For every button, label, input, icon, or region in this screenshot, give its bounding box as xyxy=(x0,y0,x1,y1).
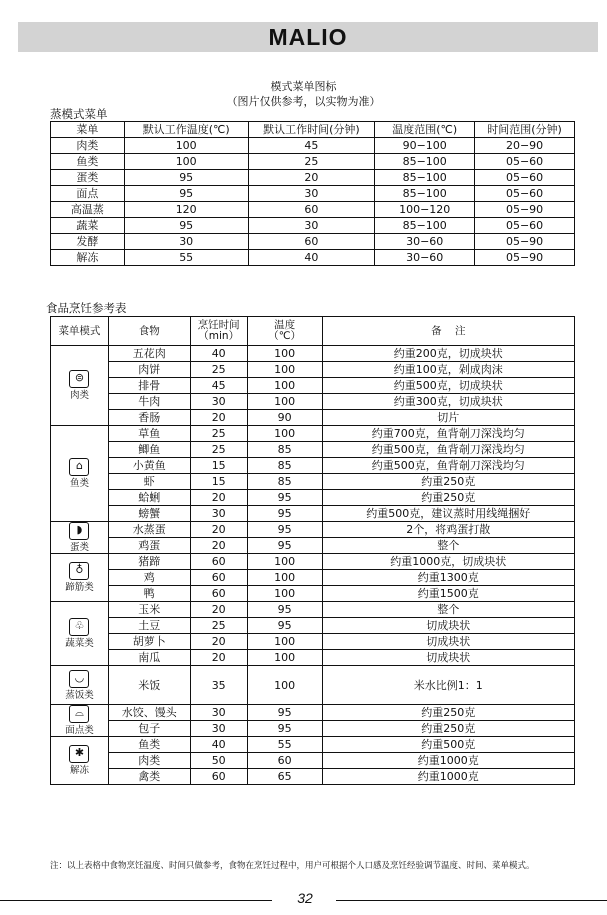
table-row xyxy=(51,218,575,234)
cook-cell: 切成块状 xyxy=(322,618,574,634)
table-row xyxy=(51,250,575,266)
steam-header-cell: 默认工作温度(℃) xyxy=(124,122,248,138)
cook-cell: 100 xyxy=(247,650,322,666)
table-row xyxy=(51,378,575,394)
table-row xyxy=(51,634,575,650)
cook-cell: 整个 xyxy=(322,538,574,554)
header-time: 烹饪时间 （min） xyxy=(190,317,247,346)
table-row xyxy=(51,554,575,570)
cook-cell: 60 xyxy=(247,753,322,769)
cook-cell: 包子 xyxy=(108,721,190,737)
thaw-icon: ✱ xyxy=(69,745,89,763)
fish-icon: ⌂ xyxy=(69,458,89,476)
cook-cell: 约重500克，建议蒸时用线绳捆好 xyxy=(322,506,574,522)
cook-cell: 约重300克，切成块状 xyxy=(322,394,574,410)
cook-cell: 95 xyxy=(247,490,322,506)
steam-header-cell: 默认工作时间(分钟) xyxy=(248,122,375,138)
steam-cell: 85−100 xyxy=(375,170,475,186)
brand-logo: MALIO xyxy=(268,24,348,50)
cook-cell: 100 xyxy=(247,586,322,602)
cook-cell: 100 xyxy=(247,666,322,705)
steam-cell: 95 xyxy=(124,186,248,202)
cook-cell: 香肠 xyxy=(108,410,190,426)
page-title: 模式菜单图标 xyxy=(270,80,337,93)
cook-cell: 85 xyxy=(247,442,322,458)
header-food: 食物 xyxy=(108,317,190,346)
table-row xyxy=(51,170,575,186)
cook-cell: 小黄鱼 xyxy=(108,458,190,474)
cook-cell: 100 xyxy=(247,426,322,442)
cook-cell: 95 xyxy=(247,602,322,618)
cook-cell: 30 xyxy=(190,705,247,721)
cook-cell: 玉米 xyxy=(108,602,190,618)
cook-cell: 50 xyxy=(190,753,247,769)
table-row xyxy=(51,705,575,721)
cook-cell: 约重250克 xyxy=(322,705,574,721)
steam-cell: 95 xyxy=(124,170,248,186)
steam-cell: 05−60 xyxy=(475,186,575,202)
steam-cell: 发酵 xyxy=(51,234,125,250)
poultry-icon: ♁ xyxy=(69,562,89,580)
table-header-row xyxy=(51,122,575,138)
cook-section-title: 食品烹饪参考表 xyxy=(46,301,127,315)
steam-cell: 05−90 xyxy=(475,202,575,218)
header-mode: 菜单模式 xyxy=(51,317,109,346)
cook-cell: 30 xyxy=(190,394,247,410)
cook-cell: 20 xyxy=(190,602,247,618)
cook-cell: 鱼类 xyxy=(108,737,190,753)
steam-cell: 95 xyxy=(124,218,248,234)
table-row xyxy=(51,650,575,666)
cook-cell: 螃蟹 xyxy=(108,506,190,522)
table-row xyxy=(51,506,575,522)
cook-cell: 60 xyxy=(190,586,247,602)
cook-cell: 草鱼 xyxy=(108,426,190,442)
cook-cell: 南瓜 xyxy=(108,650,190,666)
cook-cell: 约重700克，鱼背剞刀深浅均匀 xyxy=(322,426,574,442)
table-row xyxy=(51,346,575,362)
cook-cell: 鸭 xyxy=(108,586,190,602)
cook-cell: 胡萝卜 xyxy=(108,634,190,650)
steam-cell: 30−60 xyxy=(375,250,475,266)
cook-cell: 95 xyxy=(247,506,322,522)
category-label: 面点类 xyxy=(65,725,94,736)
cook-cell: 肉饼 xyxy=(108,362,190,378)
header-bar xyxy=(18,22,598,52)
cook-cell: 猪蹄 xyxy=(108,554,190,570)
table-header-row xyxy=(51,317,575,346)
cook-cell: 整个 xyxy=(322,602,574,618)
cook-cell: 约重250克 xyxy=(322,490,574,506)
steam-cell: 30 xyxy=(248,218,375,234)
header-note: 备 注 xyxy=(322,317,574,346)
cook-cell: 20 xyxy=(190,522,247,538)
steam-cell: 解冻 xyxy=(51,250,125,266)
cook-cell: 米饭 xyxy=(108,666,190,705)
cook-cell: 60 xyxy=(190,769,247,785)
steam-cell: 100 xyxy=(124,154,248,170)
cook-cell: 约重500克，鱼背剞刀深浅均匀 xyxy=(322,442,574,458)
cook-cell: 切成块状 xyxy=(322,634,574,650)
steam-cell: 面点 xyxy=(51,186,125,202)
category-cell xyxy=(51,602,109,666)
steam-cell: 30 xyxy=(248,186,375,202)
cook-cell: 约重200克，切成块状 xyxy=(322,346,574,362)
cook-cell: 65 xyxy=(247,769,322,785)
category-cell xyxy=(51,666,109,705)
steam-header-cell: 时间范围(分钟) xyxy=(475,122,575,138)
steam-section-title: 蒸模式菜单 xyxy=(50,107,108,121)
steam-header-cell: 温度范围(℃) xyxy=(375,122,475,138)
cook-cell: 约重250克 xyxy=(322,721,574,737)
cook-cell: 20 xyxy=(190,490,247,506)
footer-rule-right xyxy=(336,900,607,901)
cook-cell: 2个，将鸡蛋打散 xyxy=(322,522,574,538)
bun-icon: ⌓ xyxy=(69,705,89,723)
table-row xyxy=(51,721,575,737)
cook-cell: 25 xyxy=(190,426,247,442)
cook-cell: 蛤蜊 xyxy=(108,490,190,506)
page-subtitle: （图片仅供参考，以实物为准） xyxy=(226,95,381,108)
cook-cell: 米水比例1：1 xyxy=(322,666,574,705)
steam-cell: 05−60 xyxy=(475,154,575,170)
cook-cell: 切成块状 xyxy=(322,650,574,666)
table-row xyxy=(51,394,575,410)
steam-cell: 85−100 xyxy=(375,218,475,234)
cook-cell: 95 xyxy=(247,721,322,737)
steam-cell: 55 xyxy=(124,250,248,266)
steam-cell: 蛋类 xyxy=(51,170,125,186)
cook-cell: 100 xyxy=(247,570,322,586)
steam-cell: 05−90 xyxy=(475,234,575,250)
cook-cell: 20 xyxy=(190,410,247,426)
cook-cell: 100 xyxy=(247,346,322,362)
cook-cell: 85 xyxy=(247,474,322,490)
cook-cell: 约重250克 xyxy=(322,474,574,490)
steam-cell: 90−100 xyxy=(375,138,475,154)
steam-cell: 20−90 xyxy=(475,138,575,154)
category-label: 蛋类 xyxy=(69,542,89,553)
cook-cell: 30 xyxy=(190,506,247,522)
category-label: 鱼类 xyxy=(69,478,89,489)
egg-icon: ◗ xyxy=(69,522,89,540)
cook-cell: 禽类 xyxy=(108,769,190,785)
category-cell xyxy=(51,522,109,554)
table-row xyxy=(51,586,575,602)
steam-cell: 120 xyxy=(124,202,248,218)
steam-cell: 20 xyxy=(248,170,375,186)
cook-cell: 切片 xyxy=(322,410,574,426)
cook-cell: 60 xyxy=(190,554,247,570)
cook-cell: 90 xyxy=(247,410,322,426)
steam-cell: 30 xyxy=(124,234,248,250)
table-row xyxy=(51,426,575,442)
steam-cell: 30−60 xyxy=(375,234,475,250)
cook-cell: 85 xyxy=(247,458,322,474)
meat-icon: ⊜ xyxy=(69,370,89,388)
cook-cell: 45 xyxy=(190,378,247,394)
steam-cell: 60 xyxy=(248,202,375,218)
cook-cell: 95 xyxy=(247,618,322,634)
table-row xyxy=(51,570,575,586)
category-label: 蹄筋类 xyxy=(65,582,94,593)
steam-header-cell: 菜单 xyxy=(51,122,125,138)
cook-cell: 约重500克，切成块状 xyxy=(322,378,574,394)
header-temp: 温度 （℃） xyxy=(247,317,322,346)
cook-cell: 15 xyxy=(190,474,247,490)
steam-cell: 05−60 xyxy=(475,170,575,186)
cook-cell: 鲫鱼 xyxy=(108,442,190,458)
cook-cell: 55 xyxy=(247,737,322,753)
table-row xyxy=(51,458,575,474)
cook-cell: 约重500克 xyxy=(322,737,574,753)
cook-cell: 虾 xyxy=(108,474,190,490)
cook-cell: 95 xyxy=(247,705,322,721)
page-number: 32 xyxy=(297,890,313,906)
table-row xyxy=(51,753,575,769)
category-label: 蔬菜类 xyxy=(65,638,94,649)
table-row xyxy=(51,522,575,538)
steam-cell: 85−100 xyxy=(375,154,475,170)
table-row xyxy=(51,538,575,554)
table-row xyxy=(51,666,575,705)
steam-cell: 蔬菜 xyxy=(51,218,125,234)
steam-menu-table xyxy=(50,121,575,266)
steam-cell: 100 xyxy=(124,138,248,154)
table-row xyxy=(51,362,575,378)
cook-cell: 60 xyxy=(190,570,247,586)
rice-bowl-icon: ◡ xyxy=(69,670,89,688)
table-row xyxy=(51,618,575,634)
cook-cell: 20 xyxy=(190,538,247,554)
steam-cell: 40 xyxy=(248,250,375,266)
steam-cell: 85−100 xyxy=(375,186,475,202)
cook-cell: 约重1000克，切成块状 xyxy=(322,554,574,570)
table-row xyxy=(51,737,575,753)
steam-cell: 25 xyxy=(248,154,375,170)
cook-cell: 20 xyxy=(190,634,247,650)
cook-cell: 水饺、馒头 xyxy=(108,705,190,721)
cook-cell: 95 xyxy=(247,538,322,554)
steam-cell: 45 xyxy=(248,138,375,154)
cook-cell: 40 xyxy=(190,737,247,753)
cook-cell: 水蒸蛋 xyxy=(108,522,190,538)
footer-rule-left xyxy=(0,900,272,901)
cook-cell: 约重500克，鱼背剞刀深浅均匀 xyxy=(322,458,574,474)
cook-cell: 鸡蛋 xyxy=(108,538,190,554)
cook-cell: 牛肉 xyxy=(108,394,190,410)
category-label: 肉类 xyxy=(69,390,89,401)
category-cell xyxy=(51,554,109,602)
steam-cell: 100−120 xyxy=(375,202,475,218)
steam-cell: 高温蒸 xyxy=(51,202,125,218)
cook-cell: 25 xyxy=(190,618,247,634)
category-cell xyxy=(51,737,109,785)
steam-cell: 鱼类 xyxy=(51,154,125,170)
cook-cell: 15 xyxy=(190,458,247,474)
cook-cell: 排骨 xyxy=(108,378,190,394)
steam-cell: 肉类 xyxy=(51,138,125,154)
cook-cell: 鸡 xyxy=(108,570,190,586)
steam-cell: 05−60 xyxy=(475,218,575,234)
table-row xyxy=(51,490,575,506)
cook-cell: 25 xyxy=(190,362,247,378)
table-row xyxy=(51,154,575,170)
table-row xyxy=(51,138,575,154)
vegetable-icon: ♧ xyxy=(69,618,89,636)
cook-cell: 100 xyxy=(247,378,322,394)
table-row xyxy=(51,474,575,490)
category-label: 蒸饭类 xyxy=(65,689,94,701)
table-row xyxy=(51,410,575,426)
cook-cell: 约重100克，剁成肉沫 xyxy=(322,362,574,378)
category-cell xyxy=(51,426,109,522)
table-row xyxy=(51,234,575,250)
table-row xyxy=(51,186,575,202)
cook-cell: 约重1000克 xyxy=(322,753,574,769)
cook-cell: 100 xyxy=(247,554,322,570)
cook-cell: 100 xyxy=(247,634,322,650)
table-row xyxy=(51,602,575,618)
category-cell xyxy=(51,346,109,426)
footnote: 注：以上表格中食物烹饪温度、时间只做参考，食物在烹饪过程中，用户可根据个人口感及烹饪经验调节温度、时间、菜单模式。 xyxy=(50,861,535,871)
cook-cell: 约重1500克 xyxy=(322,586,574,602)
cook-cell: 25 xyxy=(190,442,247,458)
cook-cell: 土豆 xyxy=(108,618,190,634)
steam-cell: 60 xyxy=(248,234,375,250)
cook-cell: 约重1300克 xyxy=(322,570,574,586)
category-cell xyxy=(51,705,109,737)
cooking-reference-table xyxy=(50,316,575,785)
cook-cell: 35 xyxy=(190,666,247,705)
category-label: 解冻 xyxy=(69,765,89,776)
cook-cell: 肉类 xyxy=(108,753,190,769)
cook-cell: 40 xyxy=(190,346,247,362)
cook-cell: 100 xyxy=(247,394,322,410)
cook-cell: 五花肉 xyxy=(108,346,190,362)
cook-cell: 30 xyxy=(190,721,247,737)
cook-cell: 约重1000克 xyxy=(322,769,574,785)
cook-cell: 95 xyxy=(247,522,322,538)
table-row xyxy=(51,442,575,458)
table-row xyxy=(51,202,575,218)
steam-cell: 05−90 xyxy=(475,250,575,266)
table-row xyxy=(51,769,575,785)
cook-cell: 20 xyxy=(190,650,247,666)
cook-cell: 100 xyxy=(247,362,322,378)
